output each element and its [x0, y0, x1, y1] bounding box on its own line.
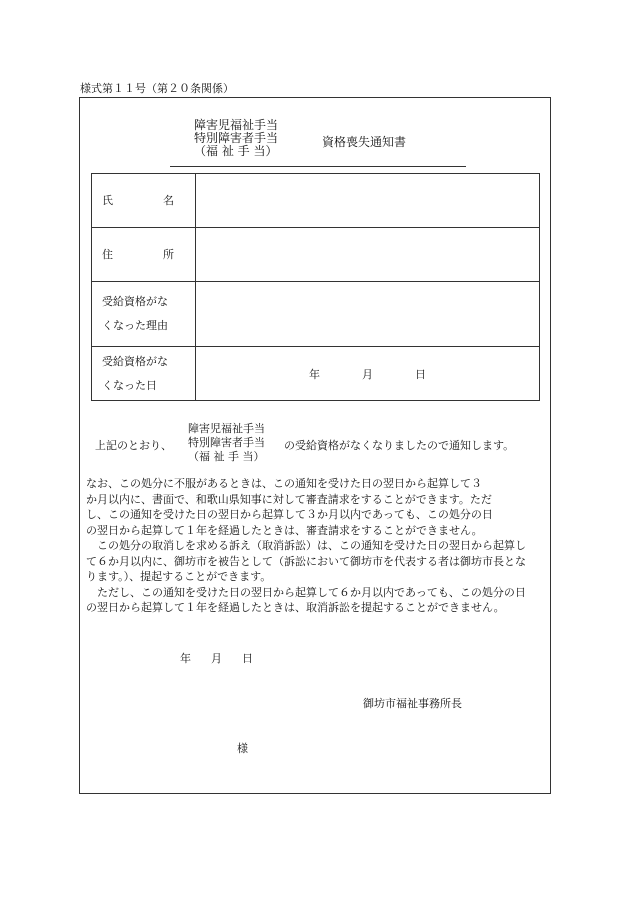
- title-underline: [170, 166, 466, 167]
- notice-tail: の受給資格がなくなりましたので通知します。: [284, 439, 515, 452]
- reason-field[interactable]: [195, 282, 539, 347]
- notice-allowance-1: 障害児福祉手当: [188, 422, 265, 435]
- title-allowance-types: [194, 119, 278, 158]
- body-line: ります。）、提起することができます。: [86, 570, 272, 583]
- body-line: この処分の取消しを求める訴え（取消訴訟）は、この通知を受けた日の翌日から起算し: [86, 539, 526, 552]
- name-field[interactable]: [195, 174, 539, 228]
- date-day-label: 日: [414, 367, 426, 381]
- notice-lead: 上記のとおり、: [95, 439, 172, 452]
- issue-month-label: 月: [211, 652, 222, 665]
- name-label: 氏 名: [92, 174, 196, 228]
- title-allowance-2: 特別障害者手当: [194, 131, 279, 145]
- body-line: し、この通知を受けた日の翌日から起算して３か月以内であっても、この処分の日: [86, 508, 493, 521]
- body-line: か月以内に、書面で、和歌山県知事に対して審査請求をすることができます。ただ: [86, 492, 492, 506]
- reason-label: 受給資格がな くなった理由: [92, 282, 196, 347]
- body-line: て６か月以内に、御坊市を被告として（訴訟において御坊市を代表する者は御坊市長とな: [86, 554, 526, 568]
- date-month-label: 月: [361, 367, 373, 381]
- appeal-instructions: [86, 476, 546, 616]
- issuer-name: 御坊市福祉事務所長: [363, 697, 462, 710]
- date-label: 受給資格がな くなった日: [92, 347, 196, 401]
- title-allowance-3: （福 祉 手 当）: [194, 144, 278, 158]
- issue-day-label: 日: [242, 652, 253, 665]
- issue-year-label: 年: [180, 652, 191, 665]
- notice-allowance-2: 特別障害者手当: [188, 436, 265, 449]
- body-line: なお、この処分に不服があるときは、この通知を受けた日の翌日から起算して３: [86, 477, 482, 490]
- table-row-address: [92, 228, 540, 282]
- address-field[interactable]: [195, 228, 539, 282]
- table-row-name: [92, 174, 540, 228]
- form-number: 様式第１１号（第２０条関係）: [80, 82, 234, 95]
- table-row-reason: [92, 282, 540, 347]
- title-allowance-1: 障害児福祉手当: [194, 118, 279, 132]
- notice-allowance-3: （福 祉 手 当）: [188, 450, 265, 463]
- date-year-label: 年: [308, 367, 320, 381]
- info-table: [91, 173, 540, 401]
- body-line: の翌日から起算して１年を経過したときは、審査請求をすることができません。: [86, 523, 483, 537]
- table-row-date: [92, 347, 540, 401]
- notice-allowance-types: [188, 422, 265, 464]
- recipient-honorific: 様: [237, 742, 248, 755]
- date-field[interactable]: [195, 347, 539, 401]
- issue-date: [180, 650, 253, 666]
- body-line: ただし、この通知を受けた日の翌日から起算して６か月以内であっても、この処分の日: [86, 585, 526, 599]
- address-label: 住 所: [92, 228, 196, 282]
- body-line: の翌日から起算して１年を経過したときは、取消訴訟を提起することができません。: [86, 601, 505, 614]
- document-title: 資格喪失通知書: [322, 135, 407, 149]
